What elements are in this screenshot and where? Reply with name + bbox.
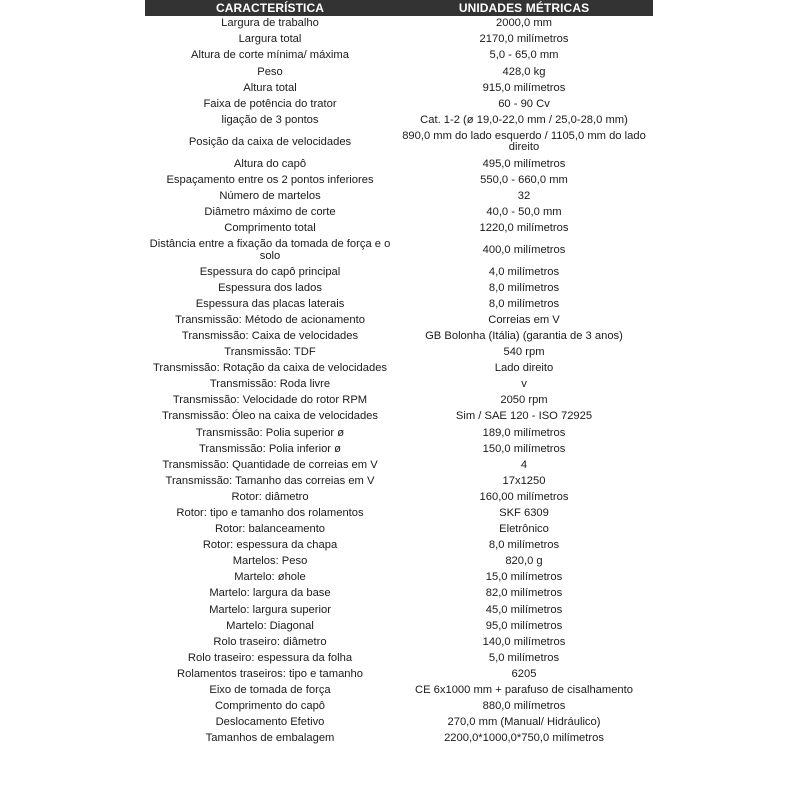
table-row [145,313,653,329]
metric-value-cell: 17x1250 [502,474,546,487]
table-row [145,80,653,96]
table-row [145,634,653,650]
metric-value-cell: 82,0 milímetros [485,587,563,600]
metric-value-cell: 8,0 milímetros [488,539,560,552]
feature-cell: Espessura das placas laterais [195,297,345,310]
metric-value-cell: 1220,0 milímetros [479,221,569,234]
feature-cell: Peso [257,65,283,78]
feature-cell: Largura de trabalho [221,17,319,30]
table-row [145,715,653,731]
feature-cell: Transmissão: Tamanho das correias em V [165,474,375,487]
feature-cell: Martelo: largura superior [209,603,331,616]
table-row [145,425,653,441]
metric-value-cell: 4,0 milímetros [488,265,560,278]
metric-value-cell: GB Bolonha (Itália) (garantia de 3 anos) [425,329,623,342]
metric-value-cell: v [521,378,527,391]
feature-cell: Transmissão: Velocidade do rotor RPM [172,394,368,407]
table-row [145,237,653,265]
metric-value-cell: Eletrônico [499,523,549,536]
table-row [145,64,653,80]
table-body [145,16,653,747]
table-row [145,409,653,425]
metric-value-cell: 40,0 - 50,0 mm [486,205,562,218]
feature-cell: Transmissão: Quantidade de correias em V [162,458,378,471]
metric-value-cell: 60 - 90 Cv [498,97,550,110]
table-row [145,699,653,715]
feature-cell: Rotor: tipo e tamanho dos rolamentos [176,507,364,520]
metric-value-cell: 189,0 milímetros [482,426,566,439]
metric-value-cell: 2000,0 mm [496,17,552,30]
table-row [145,172,653,188]
feature-cell: Altura de corte mínima/ máxima [191,49,349,62]
feature-cell: Espessura do capô principal [199,265,341,278]
metric-value-cell: 915,0 milímetros [482,81,566,94]
metric-value-cell: 4 [520,458,528,471]
table-row [145,618,653,634]
feature-cell: Rolo traseiro: espessura da folha [187,651,353,664]
table-row [145,731,653,747]
metric-value-cell: 8,0 milímetros [488,281,560,294]
metric-value-cell: 160,00 milímetros [479,490,569,503]
metric-value-cell: 45,0 milímetros [485,603,563,616]
table-row [145,667,653,683]
table-row [145,129,653,157]
table-row [145,32,653,48]
feature-cell: Comprimento total [224,221,316,234]
feature-cell: Espaçamento entre os 2 pontos inferiores [166,173,374,186]
metric-value-cell: 495,0 milímetros [482,157,566,170]
metric-value-cell: Lado direito [494,362,554,375]
feature-cell: Altura do capô [233,157,307,170]
feature-cell: Transmissão: Método de acionamento [175,313,365,326]
table-row [145,554,653,570]
feature-cell: Transmissão: Óleo na caixa de velocidades [162,410,378,423]
metric-value-cell: Cat. 1-2 (ø 19,0-22,0 mm / 25,0-28,0 mm) [420,113,628,126]
table-row [145,538,653,554]
metric-value-cell: 2170,0 milímetros [479,33,569,46]
metric-value-cell: 140,0 milímetros [482,635,566,648]
metric-value-cell: 270,0 mm (Manual/ Hidráulico) [447,716,601,729]
feature-cell: Deslocamento Efetivo [215,716,325,729]
table-row [145,264,653,280]
table-row [145,280,653,296]
feature-cell: Diâmetro máximo de corte [204,205,336,218]
specifications-table [145,0,653,747]
header-feature: CARACTERÍSTICA [145,0,395,16]
table-row [145,651,653,667]
feature-cell: Rolo traseiro: diâmetro [213,635,327,648]
metric-value-cell: Correias em V [488,313,560,326]
table-row [145,297,653,313]
table-row [145,683,653,699]
feature-cell: Distância entre a fixação da tomada de força e o solo [149,238,391,262]
feature-cell: Espessura dos lados [218,281,322,294]
feature-cell: Transmissão: Polia superior ø [195,426,345,439]
feature-cell: Eixo de tomada de força [209,684,331,697]
table-row [145,16,653,32]
metric-value-cell: 150,0 milímetros [482,442,566,455]
table-row [145,570,653,586]
table-row [145,48,653,64]
feature-cell: Martelos: Peso [232,555,308,568]
feature-cell: Faixa de potência do trator [203,97,337,110]
table-row [145,377,653,393]
table-row [145,221,653,237]
feature-cell: Número de martelos [219,189,321,202]
table-row [145,586,653,602]
table-row [145,345,653,361]
feature-cell: Martelo: largura da base [209,587,331,600]
metric-value-cell: 540 rpm [503,346,545,359]
feature-cell: Rolamentos traseiros: tipo e tamanho [177,667,363,680]
feature-cell: Tamanhos de embalagem [205,732,335,745]
table-row [145,506,653,522]
feature-cell: ligação de 3 pontos [221,113,319,126]
metric-value-cell: 15,0 milímetros [485,571,563,584]
metric-value-cell: 820,0 g [505,555,543,568]
table-row [145,361,653,377]
metric-value-cell: 550,0 - 660,0 mm [480,173,568,186]
table-row [145,602,653,618]
table-row [145,441,653,457]
metric-value-cell: 400,0 milímetros [482,243,566,256]
feature-cell: Transmissão: Roda livre [209,378,331,391]
metric-value-cell: 5,0 - 65,0 mm [489,49,559,62]
table-row [145,156,653,172]
metric-value-cell: 5,0 milímetros [488,651,560,664]
feature-cell: Transmissão: Rotação da caixa de velocidades [152,362,388,375]
metric-value-cell: 2050 rpm [500,394,548,407]
metric-value-cell: 428,0 kg [502,65,546,78]
metric-value-cell: 8,0 milímetros [488,297,560,310]
feature-cell: Largura total [238,33,302,46]
feature-cell: Rotor: balanceamento [214,523,326,536]
metric-value-cell: 32 [517,189,531,202]
table-row [145,113,653,129]
feature-cell: Comprimento do capô [214,700,326,713]
feature-cell: Martelo: Diagonal [226,619,314,632]
feature-cell: Rotor: espessura da chapa [202,539,338,552]
table-row [145,522,653,538]
header-metric-units: UNIDADES MÉTRICAS [395,0,653,16]
table-header-row [145,0,653,16]
metric-value-cell: 95,0 milímetros [485,619,563,632]
table-row [145,205,653,221]
table-row [145,96,653,112]
metric-value-cell: 6205 [511,667,537,680]
feature-cell: Martelo: øhole [234,571,306,584]
table-row [145,188,653,204]
metric-value-cell: 890,0 mm do lado esquerdo / 1105,0 mm do lado direito [402,129,646,154]
table-row [145,393,653,409]
feature-cell: Transmissão: Polia inferior ø [199,442,341,455]
feature-cell: Posição da caixa de velocidades [188,135,352,148]
feature-cell: Transmissão: TDF [224,346,316,359]
metric-value-cell: 880,0 milímetros [482,700,566,713]
feature-cell: Transmissão: Caixa de velocidades [181,329,359,342]
metric-value-cell: CE 6x1000 mm + parafuso de cisalhamento [415,684,633,697]
table-row [145,329,653,345]
table-row [145,474,653,490]
metric-value-cell: Sim / SAE 120 - ISO 72925 [455,410,593,423]
metric-value-cell: SKF 6309 [499,507,549,520]
table-row [145,457,653,473]
feature-cell: Rotor: diâmetro [231,490,309,503]
metric-value-cell: 2200,0*1000,0*750,0 milímetros [444,732,604,745]
table-row [145,490,653,506]
feature-cell: Altura total [243,81,297,94]
